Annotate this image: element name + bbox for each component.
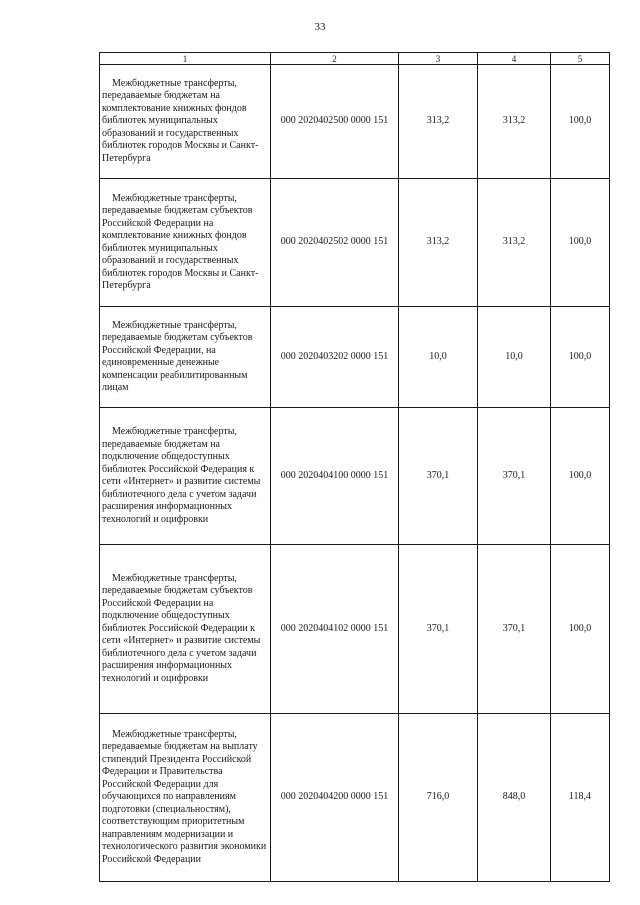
table-row (100, 408, 610, 545)
row-description: Межбюджетные трансферты, передаваемые бюджетам субъектов Российской Федерации на комплектование книжных фондов библиотек муниципальных образований и государственных библиотек городов Москвы и Санкт-Петербурга (100, 179, 271, 307)
table-row (100, 307, 610, 408)
table-row (100, 545, 610, 714)
table-header-row (100, 53, 610, 65)
row-value-col3: 370,1 (399, 545, 478, 714)
row-value-col3: 313,2 (399, 179, 478, 307)
column-number-2: 2 (271, 53, 399, 65)
row-value-col5: 118,4 (551, 714, 610, 882)
row-value-col3: 370,1 (399, 408, 478, 545)
table-row (100, 65, 610, 179)
row-description: Межбюджетные трансферты, передаваемые бюджетам на комплектование книжных фондов библиотек муниципальных образований и государственных библиотек городов Москвы и Санкт-Петербурга (100, 65, 271, 179)
row-budget-code: 000 2020402502 0000 151 (271, 179, 399, 307)
row-budget-code: 000 2020404102 0000 151 (271, 545, 399, 714)
row-budget-code: 000 2020402500 0000 151 (271, 65, 399, 179)
column-number-5: 5 (551, 53, 610, 65)
column-number-1: 1 (100, 53, 271, 65)
column-number-3: 3 (399, 53, 478, 65)
row-description: Межбюджетные трансферты, передаваемые бюджетам субъектов Российской Федерации, на единовременные денежные компенсации реабилитированным лицам (100, 307, 271, 408)
row-value-col5: 100,0 (551, 179, 610, 307)
row-value-col5: 100,0 (551, 65, 610, 179)
row-budget-code: 000 2020403202 0000 151 (271, 307, 399, 408)
row-value-col4: 313,2 (478, 65, 551, 179)
row-value-col3: 313,2 (399, 65, 478, 179)
row-value-col5: 100,0 (551, 545, 610, 714)
row-value-col4: 313,2 (478, 179, 551, 307)
row-description: Межбюджетные трансферты, передаваемые бюджетам на выплату стипендий Президента Российской Федерации и Правительства Российской Федерации для обучающихся по направлениям подготовки (специальностям), соответствующим приоритетным направлениям модернизации и технологического развития экономики Российской Федерации (100, 714, 271, 882)
row-value-col4: 848,0 (478, 714, 551, 882)
page-number: 33 (314, 21, 326, 33)
column-number-4: 4 (478, 53, 551, 65)
row-value-col3: 10,0 (399, 307, 478, 408)
row-description: Межбюджетные трансферты, передаваемые бюджетам субъектов Российской Федерации на подключение общедоступных библиотек Российской Федерации к сети «Интернет» и развитие системы библиотечного дела с учетом задачи расширения информационных технологий и оцифровки (100, 545, 271, 714)
row-value-col4: 370,1 (478, 545, 551, 714)
row-value-col4: 10,0 (478, 307, 551, 408)
budget-transfers-table (99, 52, 610, 882)
row-description: Межбюджетные трансферты, передаваемые бюджетам на подключение общедоступных библиотек Российской Федерация к сети «Интернет» и развитие системы библиотечного дела с учетом задачи расширения информационных технологий и оцифровки (100, 408, 271, 545)
row-value-col5: 100,0 (551, 307, 610, 408)
row-budget-code: 000 2020404100 0000 151 (271, 408, 399, 545)
table-row (100, 714, 610, 882)
row-value-col3: 716,0 (399, 714, 478, 882)
table-row (100, 179, 610, 307)
row-budget-code: 000 2020404200 0000 151 (271, 714, 399, 882)
row-value-col5: 100,0 (551, 408, 610, 545)
row-value-col4: 370,1 (478, 408, 551, 545)
